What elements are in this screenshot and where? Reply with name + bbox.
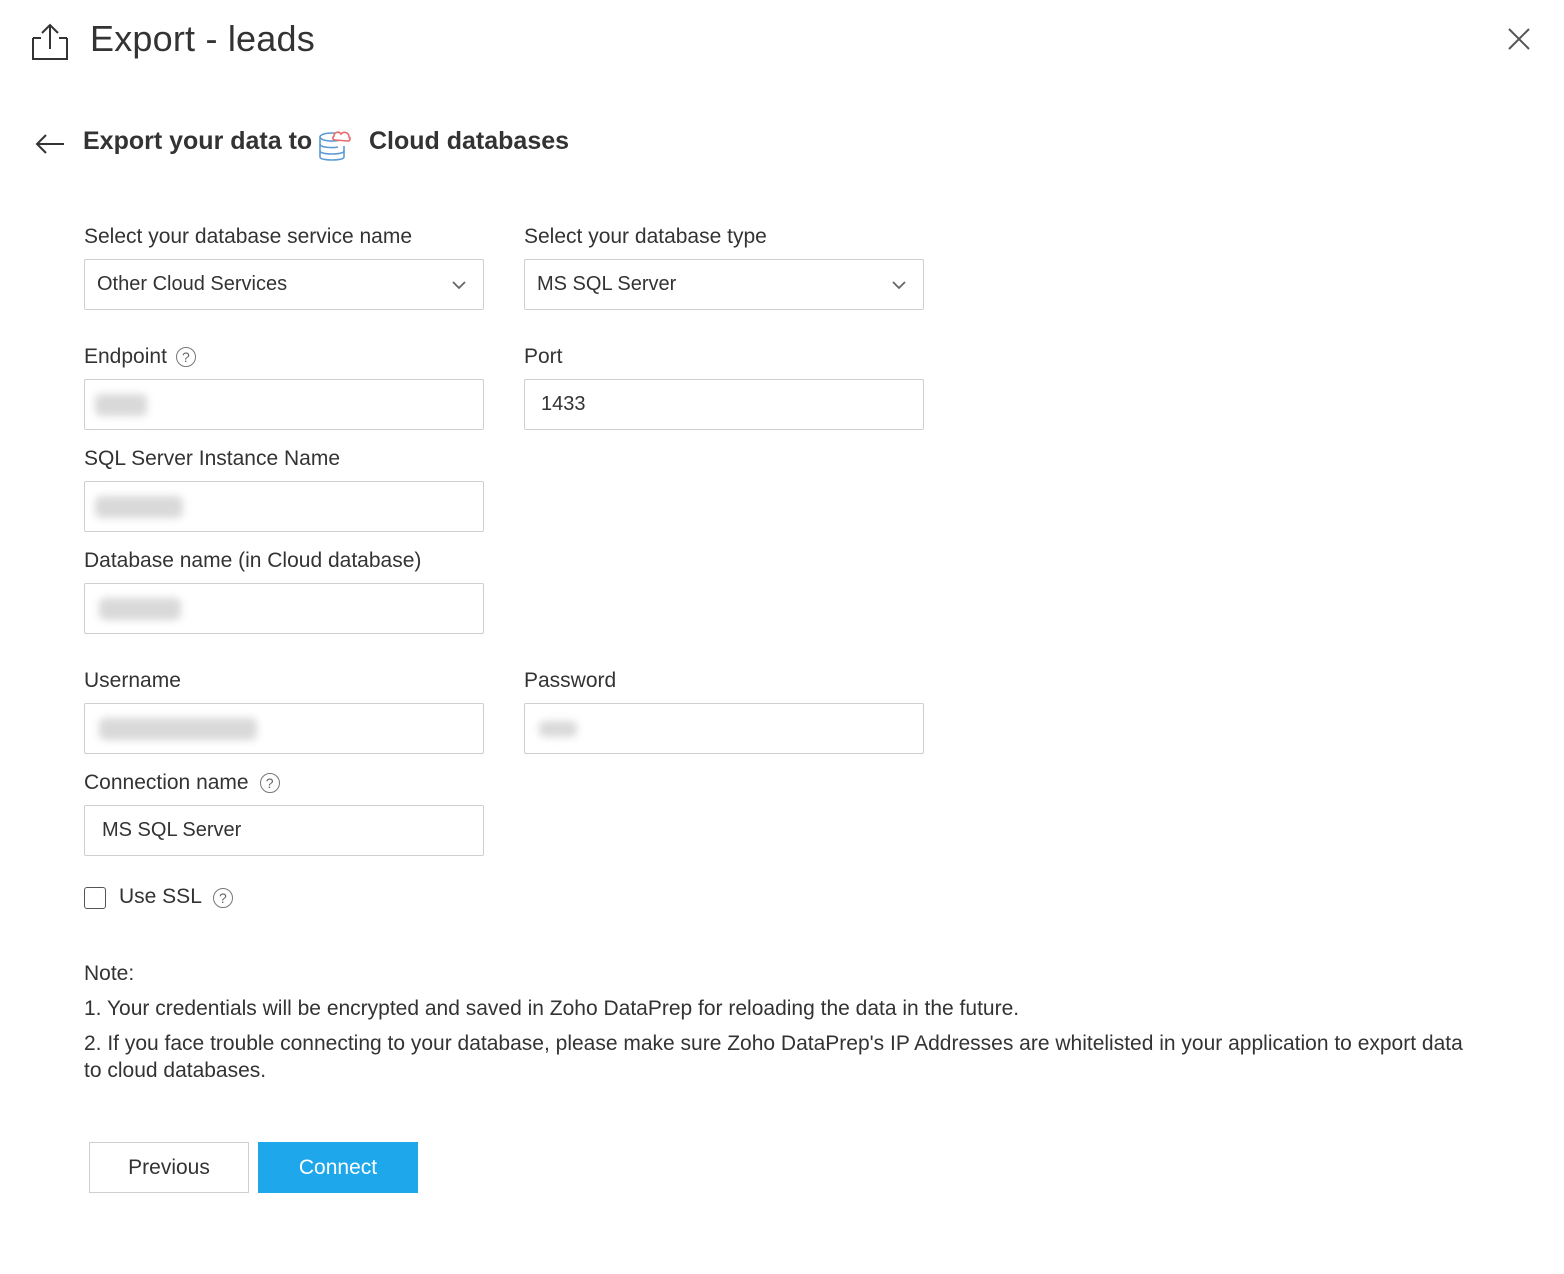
connect-button[interactable]: Connect bbox=[258, 1142, 418, 1193]
redacted-value bbox=[539, 721, 577, 737]
port-value: 1433 bbox=[541, 393, 586, 415]
redacted-value bbox=[95, 394, 147, 416]
service-name-select[interactable] bbox=[84, 259, 484, 310]
endpoint-label-text: Endpoint bbox=[84, 345, 167, 368]
connection-name-label-text: Connection name bbox=[84, 771, 249, 794]
export-destination-prefix: Export your data to bbox=[83, 127, 313, 155]
port-label-text: Port bbox=[524, 345, 563, 368]
connection-name-value: MS SQL Server bbox=[102, 819, 242, 841]
db-type-label bbox=[524, 225, 767, 249]
service-name-label bbox=[84, 225, 412, 249]
database-name-label bbox=[84, 549, 421, 573]
username-label-text: Username bbox=[84, 669, 181, 692]
connection-name-input[interactable] bbox=[84, 805, 484, 856]
password-label-text: Password bbox=[524, 669, 617, 692]
database-name-input[interactable] bbox=[84, 583, 484, 634]
endpoint-label bbox=[84, 345, 196, 369]
redacted-value bbox=[99, 598, 181, 620]
port-input[interactable] bbox=[524, 379, 924, 430]
db-type-label-text: Select your database type bbox=[524, 225, 767, 248]
username-label bbox=[84, 669, 181, 693]
export-upload-icon bbox=[30, 22, 70, 62]
instance-name-label bbox=[84, 447, 340, 471]
back-arrow-icon[interactable] bbox=[33, 129, 67, 159]
help-icon[interactable]: ? bbox=[213, 888, 233, 908]
chevron-down-icon bbox=[891, 280, 907, 290]
port-label bbox=[524, 345, 563, 369]
use-ssl-checkbox[interactable] bbox=[84, 887, 106, 909]
db-type-select[interactable] bbox=[524, 259, 924, 310]
destination-title: Cloud databases bbox=[369, 127, 570, 155]
instance-name-label-text: SQL Server Instance Name bbox=[84, 447, 340, 470]
help-icon[interactable]: ? bbox=[260, 773, 280, 793]
password-input[interactable] bbox=[524, 703, 924, 754]
previous-button[interactable]: Previous bbox=[89, 1142, 249, 1193]
chevron-down-icon bbox=[451, 280, 467, 290]
help-icon[interactable]: ? bbox=[176, 347, 196, 367]
redacted-value bbox=[95, 496, 183, 518]
note-line-2: 2. If you face trouble connecting to your database, please make sure Zoho DataPrep's IP Addresses are whitelisted in your application to export data to cloud databases. bbox=[84, 1032, 1463, 1082]
instance-name-input[interactable] bbox=[84, 481, 484, 532]
dialog-title: Export - leads bbox=[90, 18, 315, 59]
username-input[interactable] bbox=[84, 703, 484, 754]
note-heading: Note: bbox=[84, 962, 135, 985]
service-name-value: Other Cloud Services bbox=[97, 273, 288, 295]
close-icon[interactable] bbox=[1504, 24, 1534, 54]
redacted-value bbox=[99, 718, 257, 740]
endpoint-input[interactable] bbox=[84, 379, 484, 430]
db-type-value: MS SQL Server bbox=[537, 273, 677, 295]
note-line-1: 1. Your credentials will be encrypted and saved in Zoho DataPrep for reloading the data in the future. bbox=[84, 997, 1020, 1020]
password-label bbox=[524, 669, 616, 693]
service-name-label-text: Select your database service name bbox=[84, 225, 413, 248]
database-name-label-text: Database name (in Cloud database) bbox=[84, 549, 422, 572]
connection-name-label bbox=[84, 771, 280, 795]
use-ssl-label-text: Use SSL bbox=[119, 885, 202, 908]
use-ssl-label[interactable] bbox=[119, 885, 233, 909]
cloud-database-icon bbox=[316, 126, 352, 164]
